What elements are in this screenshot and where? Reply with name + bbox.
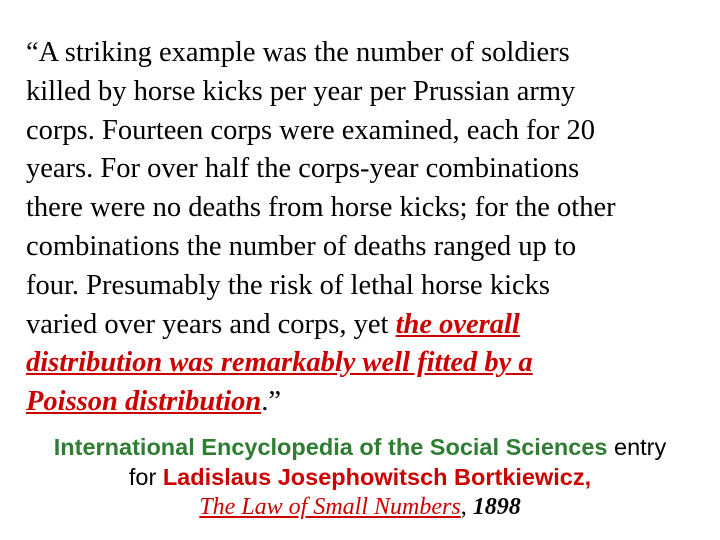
quote-line-1: “A striking example was the number of soldiers bbox=[26, 37, 570, 68]
quote-line-9 bbox=[26, 344, 706, 383]
quote-line-8-text: varied over years and corps, yet bbox=[26, 308, 396, 340]
quote-closing: .” bbox=[261, 386, 281, 418]
publication-year: 1898 bbox=[472, 494, 521, 520]
quote-line-5: there were no deaths from horse kicks; for the other bbox=[26, 192, 616, 224]
quote-line-2: killed by horse kicks per year per Prussian army bbox=[26, 75, 576, 107]
source-name: International Encyclopedia of the Social Sciences bbox=[53, 434, 608, 460]
quote-line-7: four. Presumably the risk of lethal horse kicks bbox=[26, 269, 550, 301]
quote-line-6: combinations the number of deaths ranged up to bbox=[26, 230, 577, 262]
citation-line-3 bbox=[0, 492, 720, 522]
quote-line-10 bbox=[26, 383, 706, 422]
citation-line-1 bbox=[0, 432, 720, 462]
citation-line-2 bbox=[0, 462, 720, 492]
highlight-overall: the overall bbox=[395, 308, 520, 340]
person-name: Ladislaus Josephowitsch Bortkiewicz, bbox=[162, 464, 592, 490]
quote-line-4: years. For over half the corps-year combinations bbox=[26, 153, 580, 185]
citation bbox=[0, 432, 720, 522]
work-title: The Law of Small Numbers bbox=[199, 494, 461, 520]
quote-line-3: corps. Fourteen corps were examined, each for 20 bbox=[26, 114, 595, 146]
quote-line-8 bbox=[26, 306, 706, 345]
for-text: for bbox=[128, 464, 163, 490]
quotation bbox=[26, 34, 706, 422]
highlight-distribution: distribution was remarkably well fitted by a bbox=[26, 347, 533, 379]
citation-separator: , bbox=[460, 494, 473, 520]
highlight-poisson: Poisson distribution bbox=[26, 386, 262, 418]
source-entry: entry bbox=[607, 434, 667, 460]
